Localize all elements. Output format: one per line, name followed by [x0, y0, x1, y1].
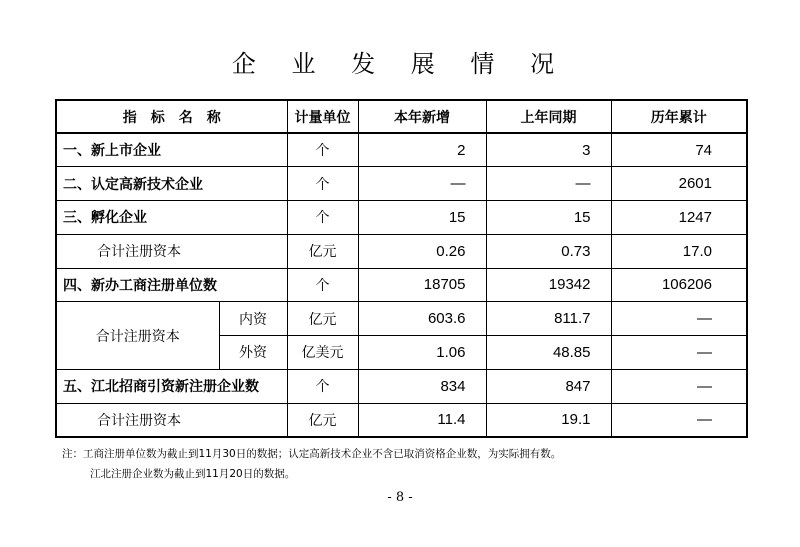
- row-unit: 亿美元: [287, 336, 358, 370]
- row-this-year: 15: [358, 201, 486, 235]
- row-last-year: 15: [486, 201, 611, 235]
- row-cumulative: —: [611, 403, 747, 437]
- row-this-year: 1.06: [358, 336, 486, 370]
- row-unit: 个: [287, 201, 358, 235]
- row-name: 一、新上市企业: [56, 133, 287, 167]
- row-name: 二、认定高新技术企业: [56, 167, 287, 201]
- page-title: 企 业 发 展 情 况: [231, 50, 569, 78]
- table-row: [56, 234, 747, 268]
- row-last-year: 847: [486, 369, 611, 403]
- row-unit: 个: [287, 167, 358, 201]
- row-subtype: 外资: [219, 336, 287, 370]
- row-unit: 亿元: [287, 302, 358, 336]
- table-header-row: [56, 100, 747, 133]
- row-unit: 亿元: [287, 403, 358, 437]
- row-unit: 个: [287, 133, 358, 167]
- row-cumulative: 2601: [611, 167, 747, 201]
- row-last-year: 3: [486, 133, 611, 167]
- row-name: 五、江北招商引资新注册企业数: [56, 369, 287, 403]
- row-cumulative: 17.0: [611, 234, 747, 268]
- table-row: [56, 302, 747, 336]
- row-name: 合计注册资本: [56, 403, 287, 437]
- row-cumulative: —: [611, 336, 747, 370]
- row-name: 合计注册资本: [56, 302, 219, 370]
- footnote: 注：工商注册单位数为截止到11月30日的数据；认定高新技术企业不含已取消资格企业数，为实际拥有数。: [62, 448, 562, 460]
- table-row: [56, 201, 747, 235]
- row-name: 合计注册资本: [56, 234, 287, 268]
- row-this-year: 834: [358, 369, 486, 403]
- row-last-year: 19.1: [486, 403, 611, 437]
- table-row: [56, 268, 747, 302]
- header-indicator-name: 指 标 名 称: [56, 100, 287, 133]
- row-this-year: 0.26: [358, 234, 486, 268]
- row-cumulative: 1247: [611, 201, 747, 235]
- row-subtype: 内资: [219, 302, 287, 336]
- table-row: [56, 403, 747, 437]
- row-unit: 个: [287, 268, 358, 302]
- enterprise-stats-table: [55, 99, 748, 438]
- row-name: 四、新办工商注册单位数: [56, 268, 287, 302]
- row-this-year: 2: [358, 133, 486, 167]
- row-name: 三、孵化企业: [56, 201, 287, 235]
- header-cumulative: 历年累计: [611, 100, 747, 133]
- row-last-year: 19342: [486, 268, 611, 302]
- row-cumulative: —: [611, 302, 747, 336]
- row-this-year: 18705: [358, 268, 486, 302]
- table-row: [56, 133, 747, 167]
- row-cumulative: 106206: [611, 268, 747, 302]
- row-unit: 亿元: [287, 234, 358, 268]
- row-cumulative: —: [611, 369, 747, 403]
- row-last-year: 811.7: [486, 302, 611, 336]
- header-this-year: 本年新增: [358, 100, 486, 133]
- row-last-year: 48.85: [486, 336, 611, 370]
- footnote: 江北注册企业数为截止到11月20日的数据。: [90, 468, 296, 480]
- row-this-year: 11.4: [358, 403, 486, 437]
- row-last-year: 0.73: [486, 234, 611, 268]
- row-this-year: 603.6: [358, 302, 486, 336]
- page-number: - 8 -: [387, 490, 413, 505]
- row-unit: 个: [287, 369, 358, 403]
- row-cumulative: 74: [611, 133, 747, 167]
- row-this-year: —: [358, 167, 486, 201]
- header-last-year: 上年同期: [486, 100, 611, 133]
- table-row: [56, 167, 747, 201]
- row-last-year: —: [486, 167, 611, 201]
- header-unit: 计量单位: [287, 100, 358, 133]
- table-row: [56, 369, 747, 403]
